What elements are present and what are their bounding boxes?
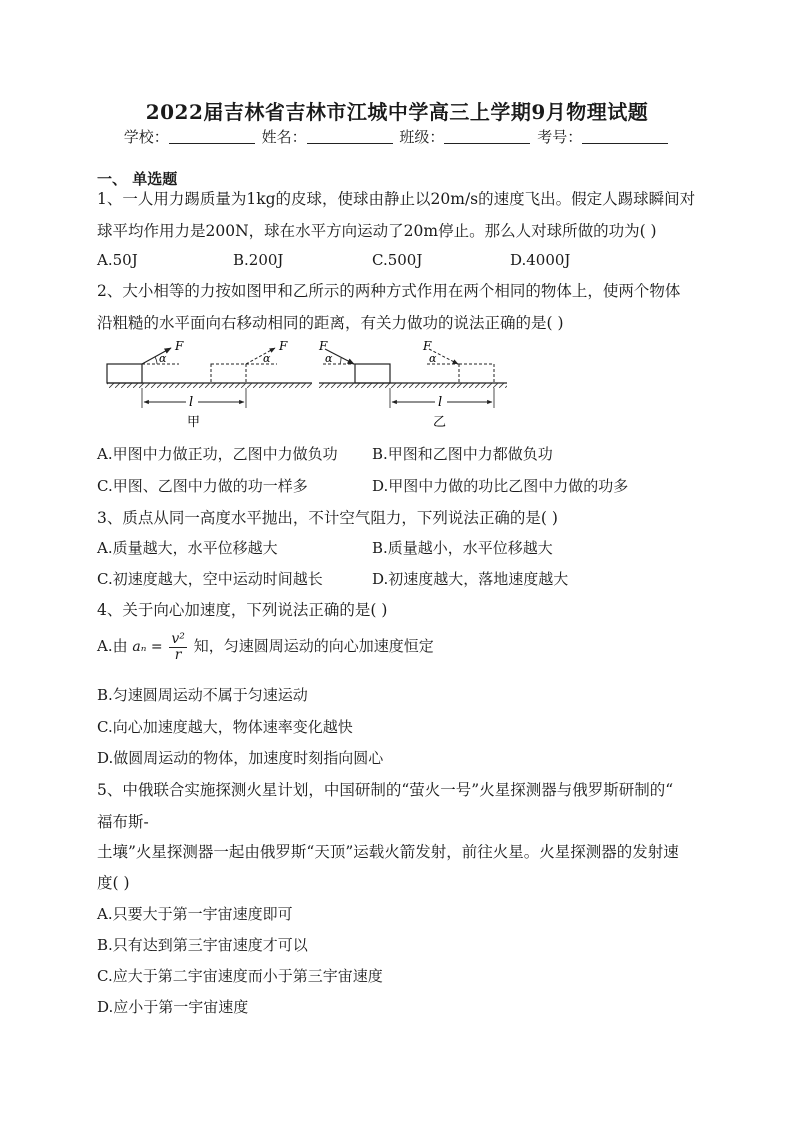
force-label-jia: F <box>175 339 184 353</box>
name-blank[interactable] <box>307 129 393 144</box>
angle-label-yi: α <box>325 352 333 365</box>
q5-line1: 5、中俄联合实施探测火星计划，中国研制的“萤火一号”火星探测器与俄罗斯研制的“ <box>97 781 674 799</box>
q1-option-c: C.500J <box>372 251 423 269</box>
q5-option-c: C.应大于第二宇宙速度而小于第三宇宙速度 <box>97 967 383 985</box>
distance-label-yi: l <box>438 395 443 410</box>
force-diagram <box>97 334 517 434</box>
figure-yi <box>318 339 507 430</box>
block-solid-jia <box>107 364 142 383</box>
q2-option-b: B.甲图和乙图中力都做负功 <box>372 445 553 463</box>
exam-title: 2022届吉林省吉林市江城中学高三上学期9月物理试题 <box>145 100 649 124</box>
name-label: 姓名： <box>261 128 307 146</box>
q1-line1: 1、一人用力踢质量为1kg的皮球，使球由静止以20m/s的速度飞出。假定人踢球瞬间对 <box>97 190 696 208</box>
q4-option-b: B.匀速圆周运动不属于匀速运动 <box>97 686 308 704</box>
angle-label-jia: α <box>159 352 167 365</box>
q5-line3: 土壤”火星探测器一起由俄罗斯“天顶”运载火箭发射，前往火星。火星探测器的发射速 <box>97 843 679 861</box>
block-dashed-yi <box>459 364 494 383</box>
class-label: 班级： <box>399 128 445 146</box>
q1-option-a: A.50J <box>97 251 138 269</box>
q5-line2: 福布斯- <box>97 813 149 831</box>
q2-option-d: D.甲图中力做的功比乙图中力做的功多 <box>372 477 629 495</box>
q3-option-b: B.质量越小，水平位移越大 <box>372 539 553 557</box>
student-info-row <box>0 126 794 147</box>
q3-line1: 3、质点从同一高度水平抛出，不计空气阻力，下列说法正确的是( ) <box>97 509 558 527</box>
block-dashed-jia <box>211 364 246 383</box>
q1-option-b: B.200J <box>233 251 284 269</box>
figure-jia <box>107 339 312 430</box>
class-blank[interactable] <box>444 129 530 144</box>
svg-text:F: F <box>423 339 432 353</box>
q5-option-b: B.只有达到第三宇宙速度才可以 <box>97 936 308 954</box>
svg-text:F: F <box>279 339 288 353</box>
formula-fraction: $\frac{\text{v²}}{r}$ <box>171 630 185 663</box>
q3-option-d: D.初速度越大，落地速度越大 <box>372 570 569 588</box>
caption-jia: 甲 <box>187 415 201 430</box>
q2-option-a: A.甲图中力做正功，乙图中力做负功 <box>97 445 338 463</box>
force-label-yi: F <box>319 339 328 353</box>
q2-option-c: C.甲图、乙图中力做的功一样多 <box>97 477 308 495</box>
q5-line4: 度( ) <box>97 874 130 892</box>
number-label: 考号： <box>537 128 583 146</box>
formula-lhs: aₙ = <box>132 639 163 655</box>
school-label: 学校： <box>123 128 169 146</box>
q5-option-a: A.只要大于第一宇宙速度即可 <box>97 905 293 923</box>
section-heading: 一、 单选题 <box>97 170 178 188</box>
q1-line2: 球平均作用力是200N，球在水平方向运动了20m停止。那么人对球所做的功为( ) <box>97 222 657 240</box>
q3-option-a: A.质量越大，水平位移越大 <box>97 539 278 557</box>
svg-text:α: α <box>263 352 271 365</box>
q4-option-a: A.由 aₙ = $\frac{\text{v²}}{r}$ 知，匀速圆周运动的向心加速度恒定 <box>97 630 434 663</box>
q2-line1: 2、大小相等的力按如图甲和乙所示的两种方式作用在两个相同的物体上，使两个物体 <box>97 282 681 300</box>
q2-line2: 沿粗糙的水平面向右移动相同的距离，有关力做功的说法正确的是( ) <box>97 314 564 332</box>
school-blank[interactable] <box>169 129 255 144</box>
q4-option-d: D.做圆周运动的物体，加速度时刻指向圆心 <box>97 749 384 767</box>
caption-yi: 乙 <box>433 415 447 430</box>
q4-line1: 4、关于向心加速度，下列说法正确的是( ) <box>97 601 388 619</box>
number-blank[interactable] <box>582 129 668 144</box>
q4-option-c: C.向心加速度越大，物体速率变化越快 <box>97 718 353 736</box>
q5-option-d: D.应小于第一宇宙速度 <box>97 998 249 1016</box>
svg-text:α: α <box>429 352 437 365</box>
block-solid-yi <box>355 364 390 383</box>
q3-option-c: C.初速度越大，空中运动时间越长 <box>97 570 323 588</box>
q1-option-d: D.4000J <box>510 251 571 269</box>
distance-label-jia: l <box>189 395 194 410</box>
